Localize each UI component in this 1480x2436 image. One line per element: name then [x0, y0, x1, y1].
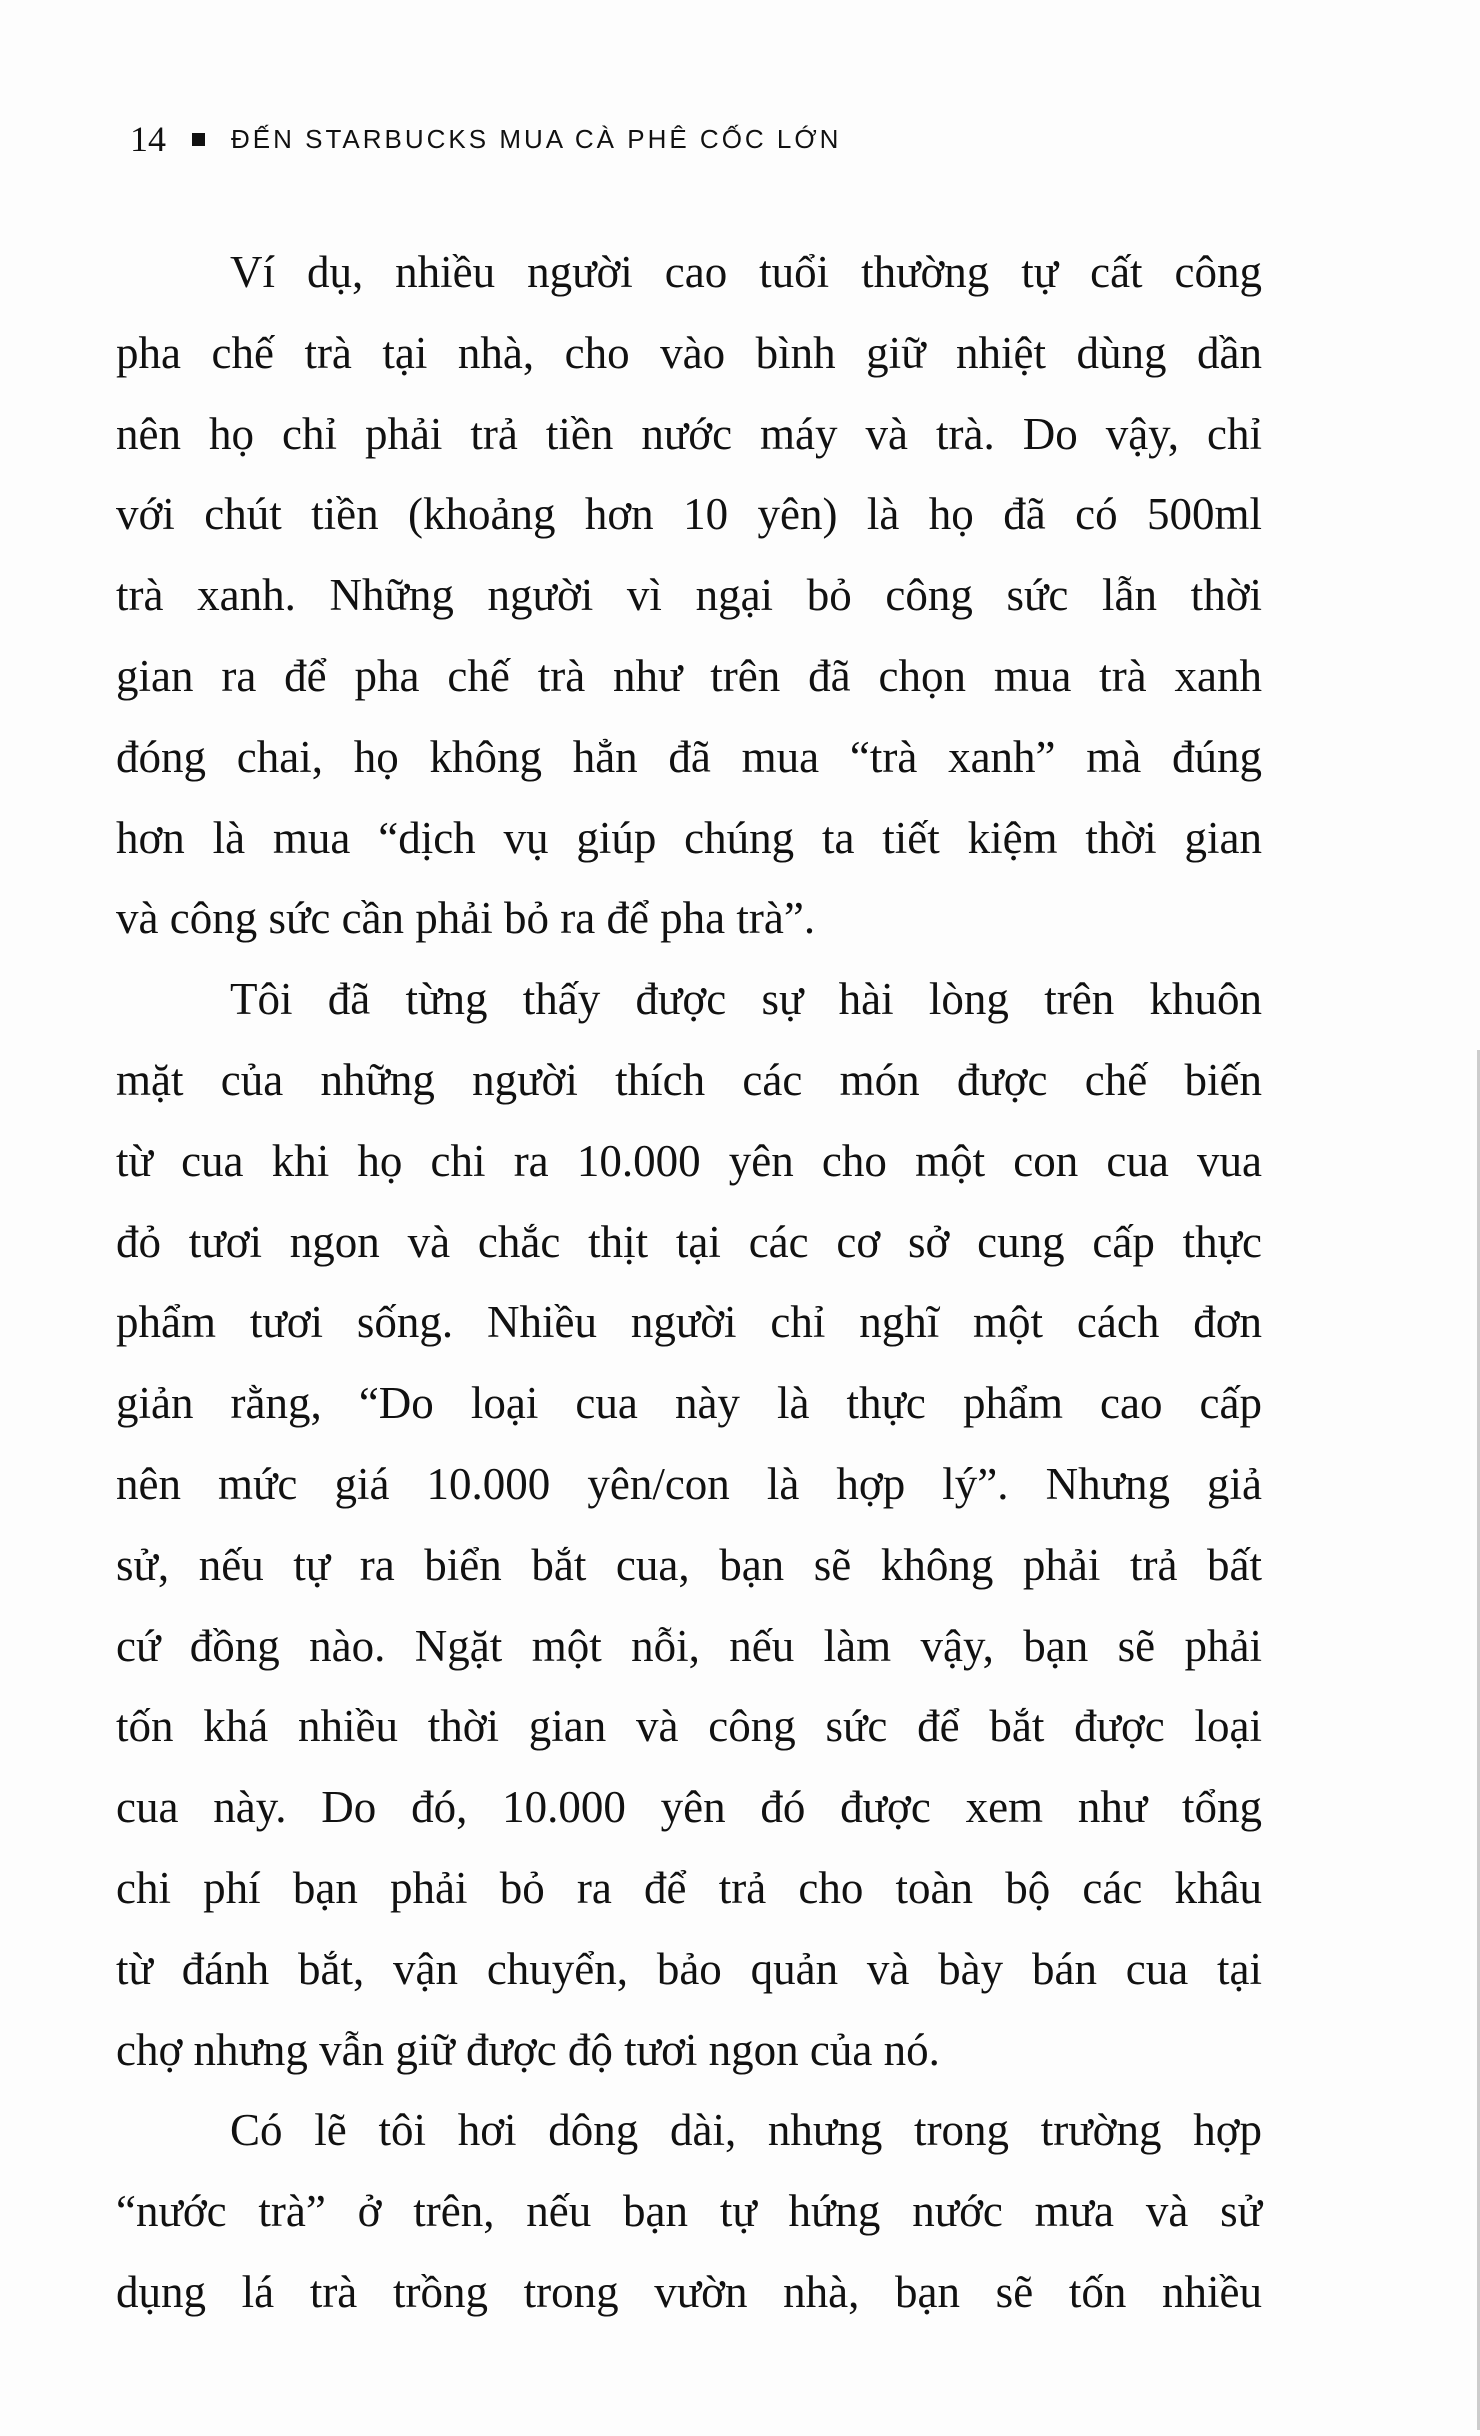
text-line: chi phí bạn phải bỏ ra để trả cho toàn bộ các khâu: [116, 1862, 1262, 1913]
text-line: Có lẽ tôi hơi dông dài, nhưng trong trường hợp: [230, 2105, 1262, 2156]
text-line: nên mức giá 10.000 yên/con là hợp lý”. Nhưng giả: [116, 1458, 1262, 1509]
paragraph: [116, 959, 1262, 2090]
text-line: từ đánh bắt, vận chuyển, bảo quản và bày bán cua tại: [116, 1943, 1262, 1994]
text-line: đóng chai, họ không hẳn đã mua “trà xanh” mà đúng: [116, 731, 1262, 782]
square-bullet-icon: [192, 133, 205, 146]
paragraph: [116, 2090, 1262, 2332]
text-line: giản rằng, “Do loại cua này là thực phẩm cao cấp: [116, 1378, 1262, 1429]
text-line: dụng lá trà trồng trong vườn nhà, bạn sẽ tốn nhiều: [116, 2266, 1262, 2317]
text-line: mặt của những người thích các món được chế biến: [116, 1054, 1262, 1105]
text-line: pha chế trà tại nhà, cho vào bình giữ nhiệt dùng dần: [116, 327, 1262, 378]
text-line: “nước trà” ở trên, nếu bạn tự hứng nước mưa và sử: [116, 2186, 1262, 2237]
text-line: từ cua khi họ chi ra 10.000 yên cho một con cua vua: [116, 1135, 1262, 1186]
text-line: cua này. Do đó, 10.000 yên đó được xem như tổng: [116, 1782, 1262, 1833]
text-line: trà xanh. Những người vì ngại bỏ công sức lẫn thời: [116, 570, 1262, 621]
text-line: với chút tiền (khoảng hơn 10 yên) là họ đã có 500ml: [116, 489, 1262, 540]
text-line: sử, nếu tự ra biển bắt cua, bạn sẽ không phải trả bất: [116, 1539, 1262, 1590]
text-line: gian ra để pha chế trà như trên đã chọn mua trà xanh: [116, 650, 1262, 701]
text-line: chợ nhưng vẫn giữ được độ tươi ngon của nó.: [116, 2024, 940, 2075]
text-line: Tôi đã từng thấy được sự hài lòng trên khuôn: [230, 974, 1262, 1025]
paragraph: [116, 232, 1262, 959]
text-line: phẩm tươi sống. Nhiều người chỉ nghĩ một cách đơn: [116, 1297, 1262, 1348]
text-line: và công sức cần phải bỏ ra để pha trà”.: [116, 893, 816, 944]
page-number: 14: [130, 119, 166, 159]
text-line: hơn là mua “dịch vụ giúp chúng ta tiết kiệm thời gian: [116, 812, 1262, 863]
text-line: cứ đồng nào. Ngặt một nỗi, nếu làm vậy, bạn sẽ phải: [116, 1620, 1262, 1671]
text-line: đỏ tươi ngon và chắc thịt tại các cơ sở cung cấp thực: [116, 1216, 1262, 1267]
text-line: tốn khá nhiều thời gian và công sức để bắt được loại: [116, 1701, 1262, 1752]
running-title: ĐẾN STARBUCKS MUA CÀ PHÊ CỐC LỚN: [231, 123, 842, 154]
running-header: [130, 118, 841, 160]
body-text: [116, 232, 1262, 2333]
text-line: Ví dụ, nhiều người cao tuổi thường tự cất công: [230, 247, 1262, 297]
text-line: nên họ chỉ phải trả tiền nước máy và trà. Do vậy, chỉ: [116, 408, 1262, 459]
